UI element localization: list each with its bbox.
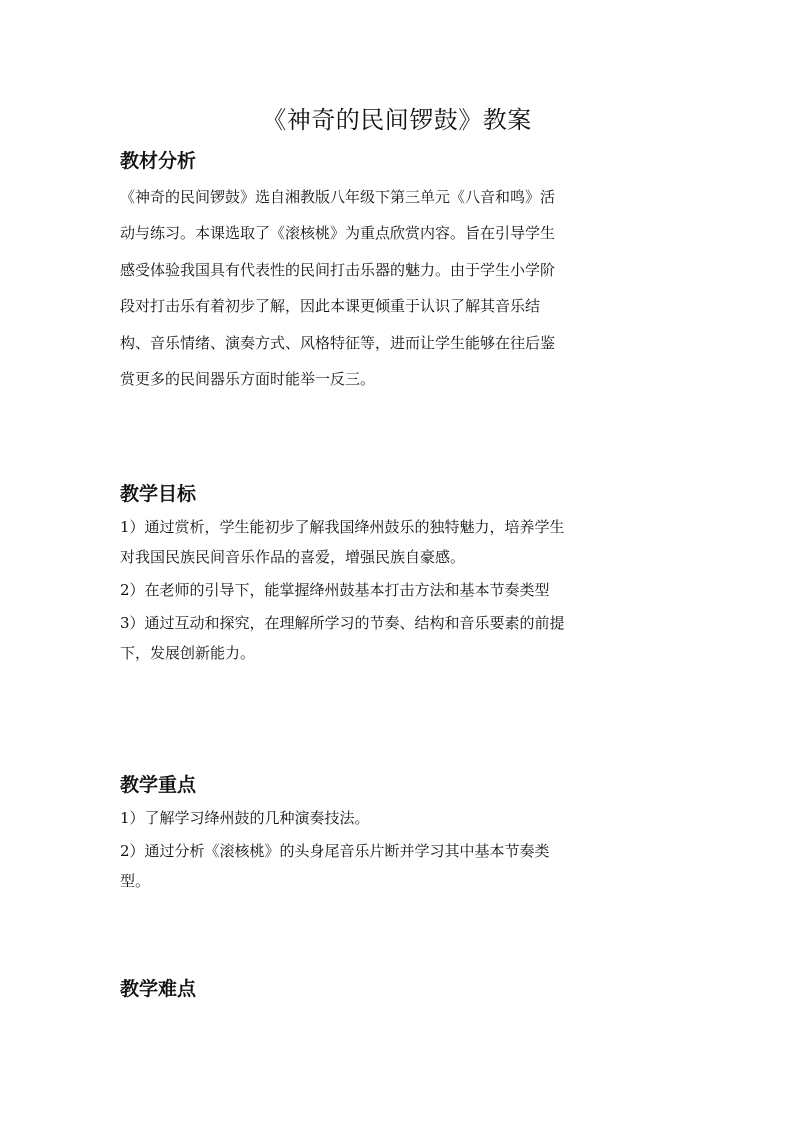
- document-title: 《神奇的民间锣鼓》教案: [262, 106, 532, 134]
- section-textbook-analysis: [120, 146, 680, 394]
- paragraph-line: 动与练习。本课选取了《滚核桃》为重点欣赏内容。旨在引导学生: [120, 224, 556, 243]
- list-item-line: 下，发展创新能力。: [120, 644, 256, 662]
- section-teaching-difficulty: [120, 974, 680, 1004]
- list-item-line: 1）了解学习绛州鼓的几种演奏技法。: [120, 809, 370, 827]
- list-item-line: 型。: [120, 872, 151, 890]
- paragraph-line: 构、音乐情绪、演奏方式、风格特征等，进而让学生能够在往后鉴: [120, 333, 556, 352]
- section-teaching-goals: [120, 479, 680, 668]
- section-heading: 教学难点: [120, 978, 197, 1000]
- paragraph-line: 段对打击乐有着初步了解，因此本课更倾重于认识了解其音乐结: [120, 297, 541, 316]
- paragraph-line: 赏更多的民间器乐方面时能举一反三。: [120, 370, 376, 389]
- list-item-line: 2）通过分析《滚核桃》的头身尾音乐片断并学习其中基本节奏类: [120, 842, 550, 860]
- list-item-line: 对我国民族民间音乐作品的喜爱，增强民族自豪感。: [120, 548, 466, 566]
- section-heading: 教学目标: [120, 483, 197, 505]
- list-item-line: 2）在老师的引导下，能掌握绛州鼓基本打击方法和基本节奏类型: [120, 581, 550, 599]
- section-teaching-key-points: [120, 770, 680, 896]
- section-heading: 教学重点: [120, 774, 197, 796]
- paragraph-line: 《神奇的民间锣鼓》选自湘教版八年级下第三单元《八音和鸣》活: [120, 188, 556, 206]
- list-item-line: 1）通过赏析，学生能初步了解我国绛州鼓乐的独特魅力，培养学生: [120, 518, 565, 536]
- section-heading: 教材分析: [120, 150, 197, 172]
- list-item-line: 3）通过互动和探究，在理解所学习的节奏、结构和音乐要素的前提: [120, 614, 565, 632]
- paragraph-line: 感受体验我国具有代表性的民间打击乐器的魅力。由于学生小学阶: [120, 260, 556, 279]
